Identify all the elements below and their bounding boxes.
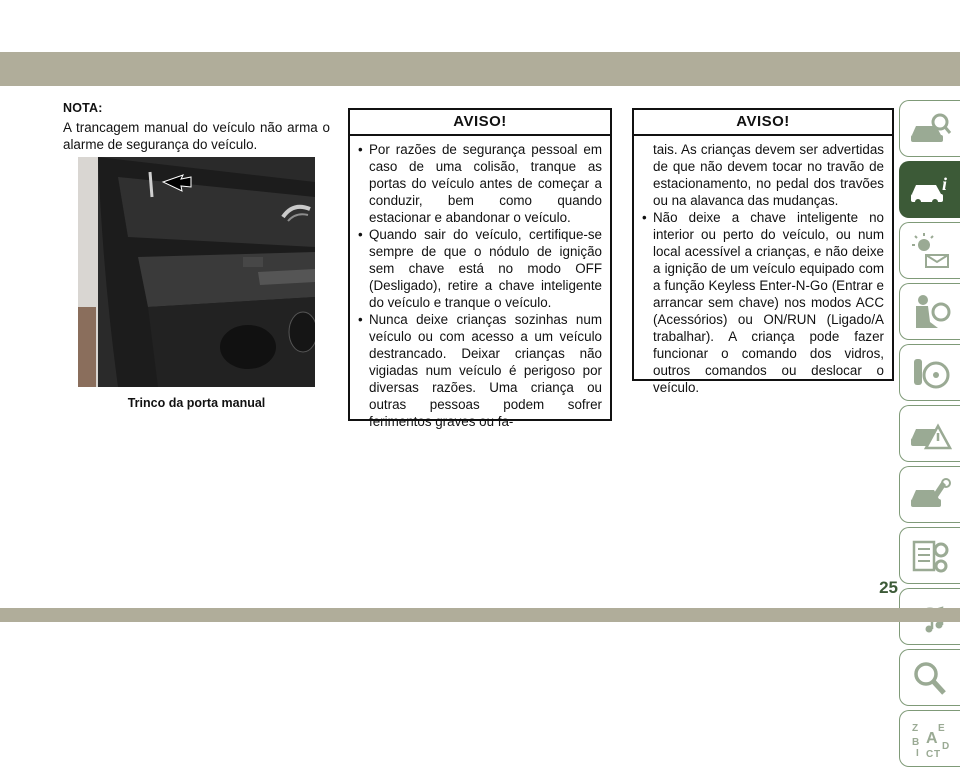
svg-text:A: A: [926, 729, 938, 747]
steering-wheel-icon: [908, 353, 952, 393]
tab-specs-gear[interactable]: [899, 527, 960, 584]
warning-item: • Por razões de segurança pessoal em caso de uma colisão, tranque as portas do veículo antes de começar a conduzir, bem como quando estacionar e abandonar o veículo.: [358, 141, 602, 226]
dashboard-light-icon: [908, 231, 952, 271]
language-letters-icon: [908, 719, 952, 759]
footer-band: [0, 608, 960, 622]
car-warning-icon: [908, 414, 952, 454]
car-magnifier-icon: [908, 109, 952, 149]
svg-text:C: C: [926, 748, 934, 759]
warning-heading: AVISO!: [634, 110, 892, 136]
svg-text:Z: Z: [912, 722, 919, 734]
chapter-tabs: [899, 100, 960, 771]
svg-text:B: B: [912, 736, 920, 748]
note-text: A trancagem manual do veículo não arma o alarme de segurança do veículo.: [63, 120, 330, 152]
car-info-icon: [908, 170, 952, 210]
specs-gear-icon: [908, 536, 952, 576]
tab-steering-wheel[interactable]: [899, 344, 960, 401]
seat-airbag-icon: [908, 292, 952, 332]
svg-text:I: I: [916, 747, 919, 759]
warning-continuation: tais. As crianças devem ser advertidas de que não devem tocar no travão de estacionamento, no pedal dos travões ou na alavanca das mudanças.: [653, 142, 884, 208]
tab-seat-airbag[interactable]: [899, 283, 960, 340]
svg-text:T: T: [934, 748, 941, 759]
tab-car-wrench[interactable]: [899, 466, 960, 523]
svg-text:D: D: [942, 740, 950, 752]
car-wrench-icon: [908, 475, 952, 515]
note-title: NOTA:: [63, 101, 103, 115]
tab-dashboard-lights[interactable]: [899, 222, 960, 279]
tab-language-letters[interactable]: [899, 710, 960, 767]
warning-item: • Nunca deixe crianças sozinhas num veículo ou com acesso a um veículo destrancado. Deixar crianças não vigiadas num veículo é perigoso por diversas razões. Uma criança ou outras pessoas podem sofrer ferimentos graves ou fa-: [358, 311, 602, 430]
door-latch-photo: [78, 157, 315, 387]
warning-heading: AVISO!: [350, 110, 610, 136]
warning-box-2: [632, 108, 894, 395]
page-number: 25: [879, 578, 898, 597]
svg-text:E: E: [938, 722, 945, 734]
tab-car-warning[interactable]: [899, 405, 960, 462]
warning-item: • Não deixe a chave inteligente no interior ou perto do veículo, ou num local acessível a crianças, e não deixe a ignição de um veículo equipado com a função Keyless Enter-N-Go (Entrar e arrancar sem chave) nos modos ACC (Acessórios) ou ON/RUN (Ligado/A trabalhar). A criança pode fazer funcionar o comando dos vidros, outros comandos ou deslocar o veículo.: [642, 209, 884, 396]
svg-text:i: i: [942, 173, 948, 194]
warning-item: • Quando sair do veículo, certifique-se sempre de que o nódulo de ignição sem chave está no modo OFF (Desligado), retire a chave inteligente do veículo e tranque o veículo.: [358, 226, 602, 311]
tab-car-magnifier[interactable]: [899, 100, 960, 157]
tab-car-info[interactable]: [899, 161, 960, 218]
warning-box-1: [348, 108, 612, 429]
header-band: [0, 52, 960, 86]
figure-caption: Trinco da porta manual: [127, 396, 266, 410]
